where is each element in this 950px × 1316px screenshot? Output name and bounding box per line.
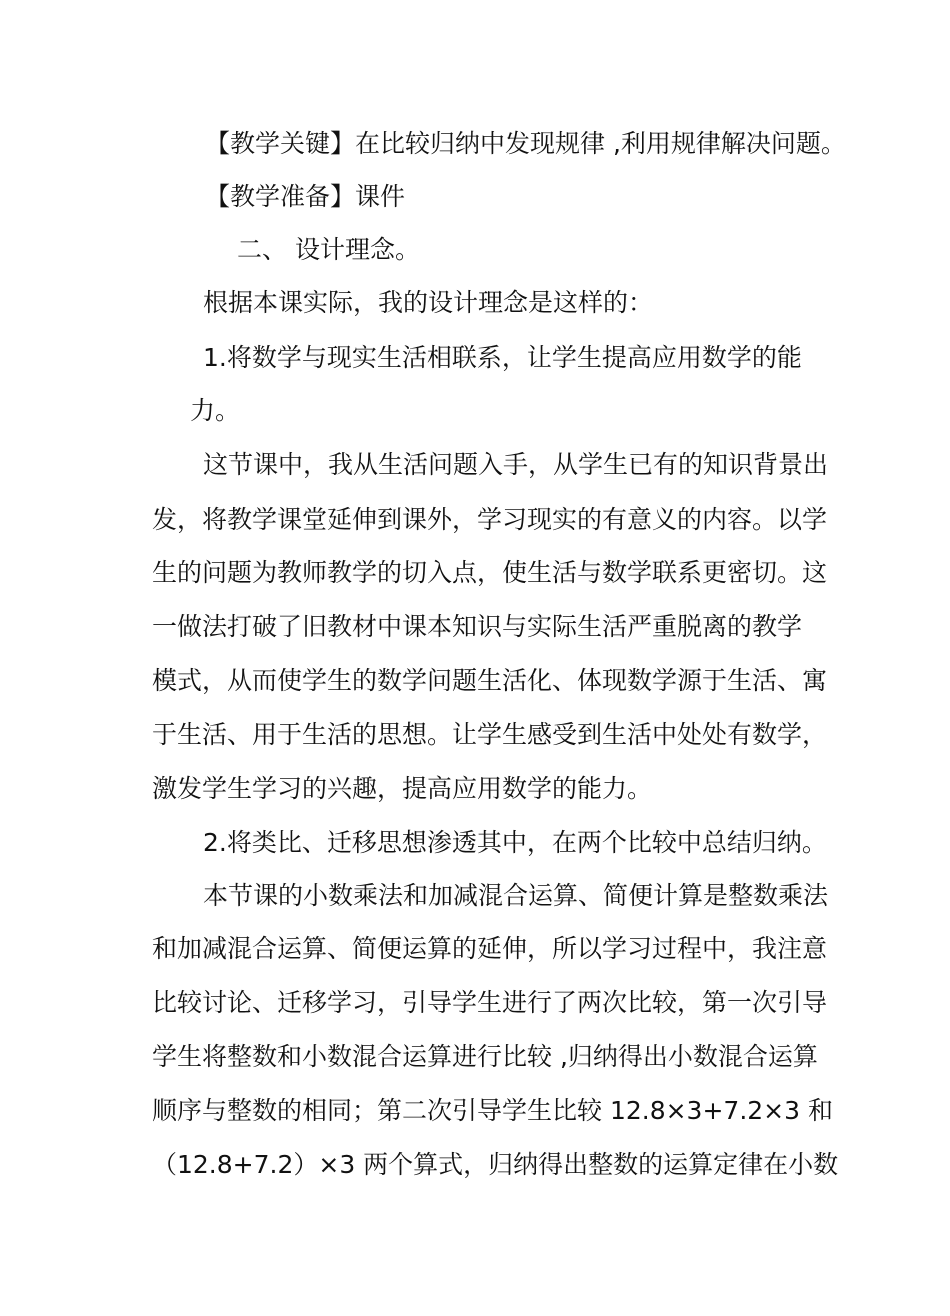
paragraph-line: 这节课中，我从生活问题入手，从学生已有的知识背景出 xyxy=(203,450,829,479)
paragraph-line: 生的问题为教师教学的切入点，使生活与数学联系更密切。这 xyxy=(152,558,828,587)
paragraph-line: 力。 xyxy=(190,396,241,425)
numbered-item-2: 2.将类比、迁移思想渗透其中，在两个比较中总结归纳。 xyxy=(203,828,827,857)
paragraph-line: 顺序与整数的相同；第二次引导学生比较 12.8×3+7.2×3 和 xyxy=(152,1096,833,1125)
paragraph-line: 比较讨论、迁移学习，引导学生进行了两次比较，第一次引导 xyxy=(152,988,828,1017)
paragraph-line: 激发学生学习的兴趣，提高应用数学的能力。 xyxy=(152,774,653,803)
teaching-key-line: 【教学关键】在比较归纳中发现规律 ,利用规律解决问题。 xyxy=(205,129,846,158)
paragraph-line: 和加减混合运算、简便运算的延伸，所以学习过程中，我注意 xyxy=(152,934,828,963)
paragraph-line: 模式，从而使学生的数学问题生活化、体现数学源于生活、寓 xyxy=(152,666,828,695)
paragraph-line: 一做法打破了旧教材中课本知识与实际生活严重脱离的教学 xyxy=(152,612,803,641)
section-heading-design-concept: 二、 设计理念。 xyxy=(237,235,420,264)
numbered-item-1: 1.将数学与现实生活相联系，让学生提高应用数学的能 xyxy=(203,343,802,372)
teaching-prep-line: 【教学准备】课件 xyxy=(205,182,406,211)
paragraph-line: 学生将整数和小数混合运算进行比较 ,归纳得出小数混合运算 xyxy=(152,1042,818,1071)
paragraph-line: （12.8+7.2）×3 两个算式，归纳得出整数的运算定律在小数 xyxy=(152,1150,839,1179)
paragraph-line: 根据本课实际，我的设计理念是这样的： xyxy=(203,288,654,317)
paragraph-line: 本节课的小数乘法和加减混合运算、简便计算是整数乘法 xyxy=(203,881,829,910)
paragraph-line: 于生活、用于生活的思想。让学生感受到生活中处处有数学， xyxy=(152,720,828,749)
paragraph-line: 发，将教学课堂延伸到课外，学习现实的有意义的内容。以学 xyxy=(152,505,828,534)
